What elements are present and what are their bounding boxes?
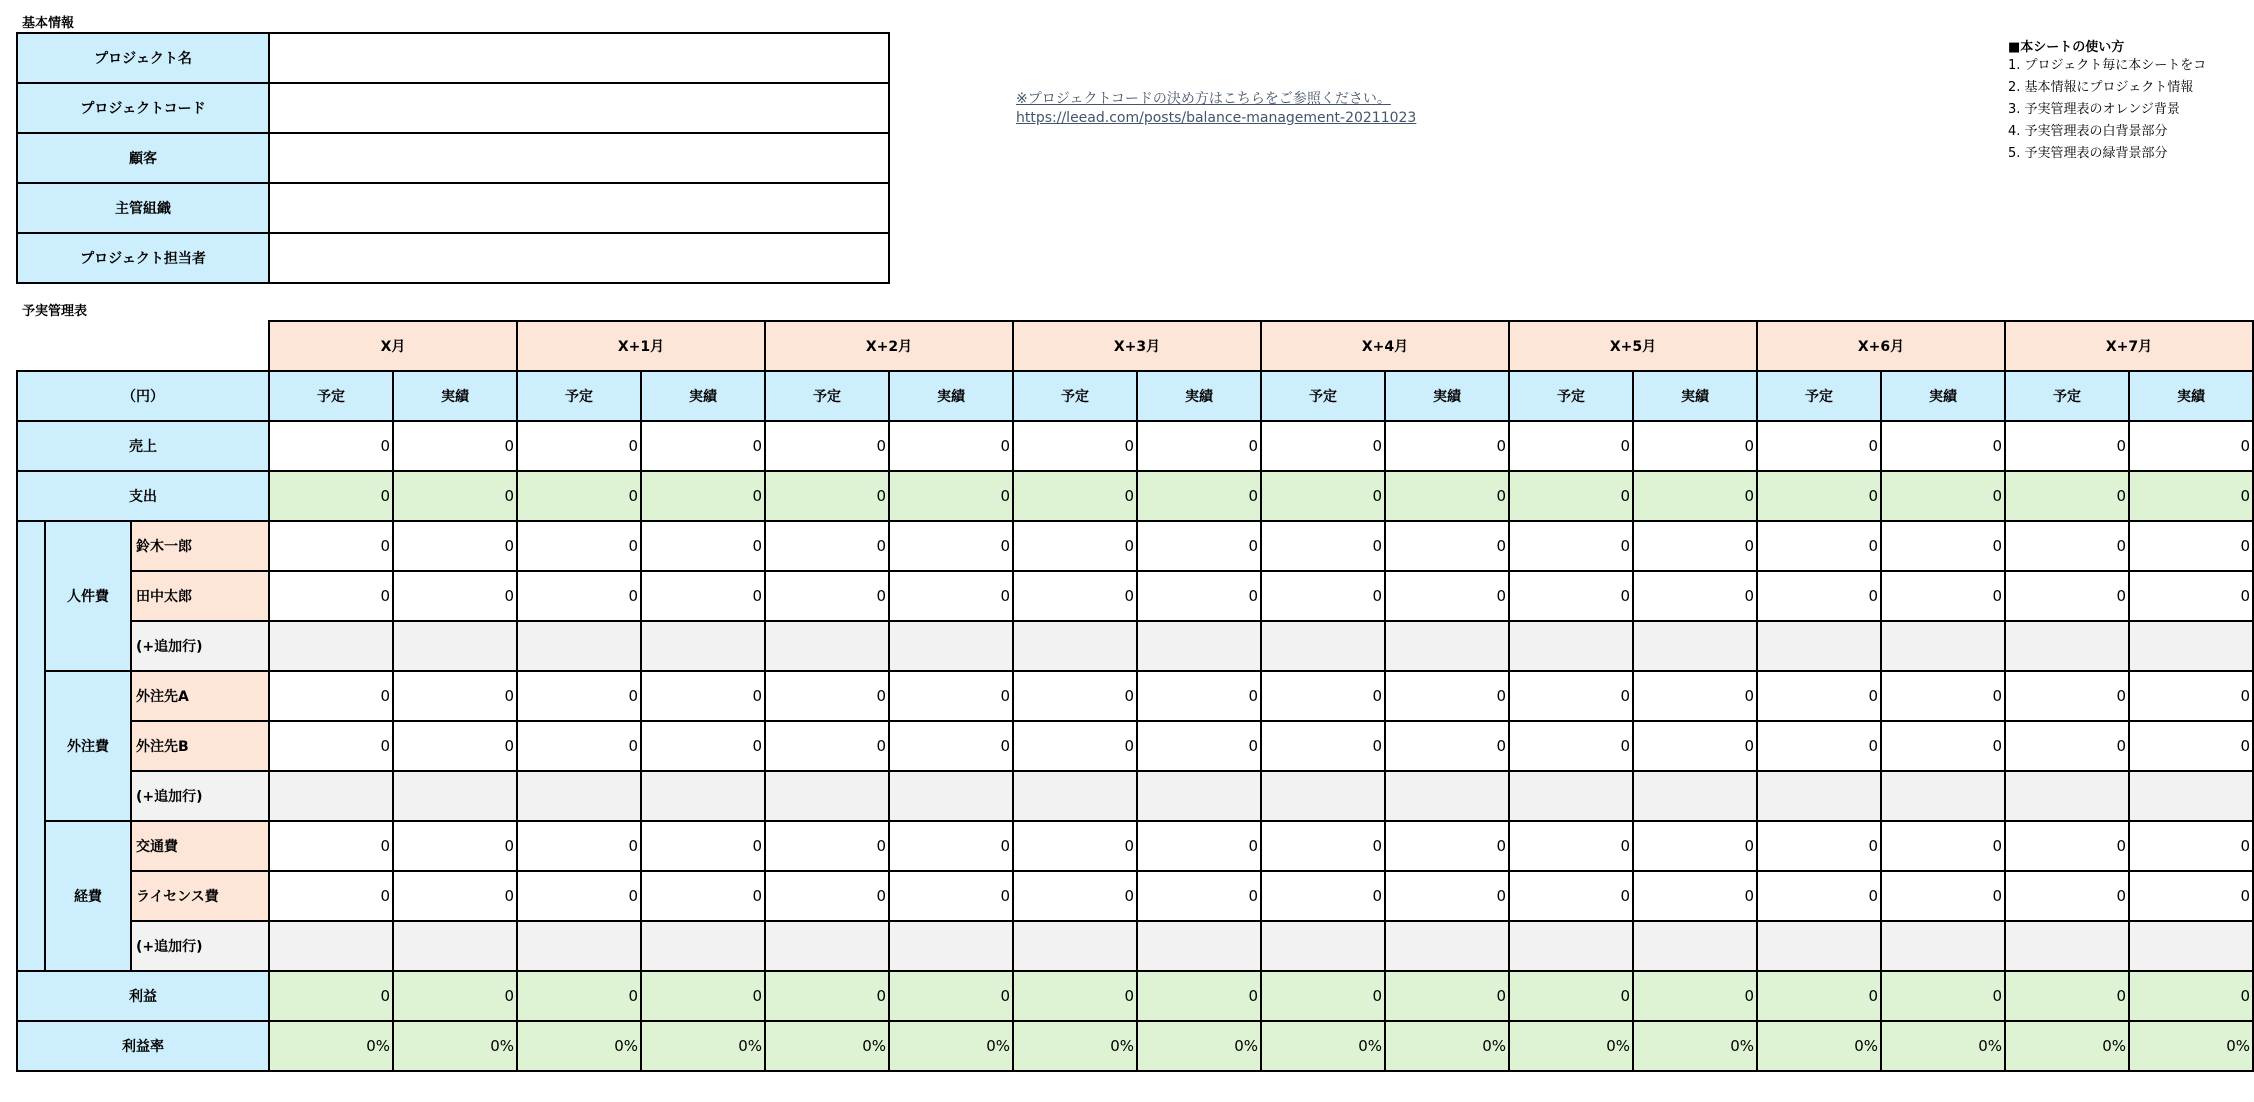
basic-info-input[interactable] [268, 232, 890, 284]
actual-header: 実績 [1136, 370, 1262, 422]
add-row-cell[interactable] [1260, 620, 1386, 672]
add-row-cell[interactable] [392, 620, 518, 672]
actual-header: 実績 [640, 370, 766, 422]
sales-plan-cell[interactable]: 0 [1012, 420, 1138, 472]
expense-item-plan-cell[interactable]: 0 [1508, 670, 1634, 722]
add-row-cell[interactable] [516, 620, 642, 672]
instructions-title: ■本シートの使い方 [2008, 40, 2125, 55]
expense-actual-cell: 0 [392, 470, 518, 522]
expense-item-label[interactable]: 外注先B [130, 720, 270, 772]
month-header: X+5月 [1508, 320, 1758, 372]
sales-actual-cell[interactable]: 0 [2128, 420, 2254, 472]
expense-actual-cell: 0 [1632, 470, 1758, 522]
expense-item-actual-cell[interactable]: 0 [1136, 670, 1262, 722]
expense-item-actual-cell[interactable]: 0 [1384, 870, 1510, 922]
expense-item-actual-cell[interactable]: 0 [1880, 820, 2006, 872]
add-row-cell[interactable] [640, 770, 766, 822]
instructions-list [2008, 55, 2206, 165]
add-row-cell[interactable] [764, 770, 890, 822]
add-row-cell[interactable] [1508, 770, 1634, 822]
add-row-cell[interactable] [640, 920, 766, 972]
expense-item-actual-cell[interactable]: 0 [1136, 570, 1262, 622]
expense-item-actual-cell[interactable]: 0 [1880, 720, 2006, 772]
month-header: X+2月 [764, 320, 1014, 372]
profit-rate-actual-cell: 0% [888, 1020, 1014, 1072]
add-row-cell[interactable] [268, 920, 394, 972]
expense-plan-cell: 0 [1756, 470, 1882, 522]
month-header: X+1月 [516, 320, 766, 372]
sales-actual-cell[interactable]: 0 [392, 420, 518, 472]
basic-info-label: 主管組織 [16, 182, 270, 234]
expense-item-actual-cell[interactable]: 0 [640, 720, 766, 772]
sales-plan-cell[interactable]: 0 [1508, 420, 1634, 472]
expense-item-label[interactable]: 外注先A [130, 670, 270, 722]
expense-item-actual-cell[interactable]: 0 [1136, 520, 1262, 572]
plan-header: 予定 [268, 370, 394, 422]
add-row-cell[interactable] [392, 920, 518, 972]
month-header: X+3月 [1012, 320, 1262, 372]
add-row-cell[interactable] [2128, 920, 2254, 972]
plan-header: 予定 [2004, 370, 2130, 422]
project-code-url-link[interactable]: https://leead.com/posts/balance-management-20211023 [1016, 110, 1417, 126]
profit-rate-plan-cell: 0% [1756, 1020, 1882, 1072]
month-header: X+6月 [1756, 320, 2006, 372]
profit-actual-cell: 0 [1384, 970, 1510, 1022]
expense-item-plan-cell[interactable]: 0 [516, 520, 642, 572]
expense-item-actual-cell[interactable]: 0 [1136, 720, 1262, 772]
basic-info-input[interactable] [268, 82, 890, 134]
expense-item-plan-cell[interactable]: 0 [2004, 870, 2130, 922]
profit-rate-label: 利益率 [16, 1020, 270, 1072]
expense-item-plan-cell[interactable]: 0 [764, 670, 890, 722]
expense-item-actual-cell[interactable]: 0 [1136, 820, 1262, 872]
profit-rate-actual-cell: 0% [1384, 1020, 1510, 1072]
expense-item-plan-cell[interactable]: 0 [2004, 670, 2130, 722]
add-row-cell[interactable] [1632, 770, 1758, 822]
add-row-cell[interactable] [1632, 920, 1758, 972]
add-row-label[interactable]: (+追加行) [130, 920, 270, 972]
instruction-item: 2. 基本情報にプロジェクト情報 [2008, 80, 2194, 95]
expense-item-plan-cell[interactable]: 0 [1260, 670, 1386, 722]
expense-item-plan-cell[interactable]: 0 [268, 670, 394, 722]
add-row-cell[interactable] [1508, 620, 1634, 672]
expense-item-plan-cell[interactable]: 0 [764, 720, 890, 772]
expense-item-actual-cell[interactable]: 0 [888, 870, 1014, 922]
project-code-note-link[interactable]: ※プロジェクトコードの決め方はこちらをご参照ください。 [1016, 91, 1391, 107]
add-row-cell[interactable] [1756, 620, 1882, 672]
add-row-cell[interactable] [1880, 770, 2006, 822]
basic-info-title: 基本情報 [22, 16, 75, 31]
expense-item-actual-cell[interactable]: 0 [1384, 820, 1510, 872]
expense-item-actual-cell[interactable]: 0 [1136, 870, 1262, 922]
expense-item-plan-cell[interactable]: 0 [1012, 720, 1138, 772]
expense-item-plan-cell[interactable]: 0 [1260, 520, 1386, 572]
expense-item-plan-cell[interactable]: 0 [1012, 520, 1138, 572]
add-row-cell[interactable] [1508, 920, 1634, 972]
expense-item-label[interactable]: 交通費 [130, 820, 270, 872]
plan-header: 予定 [1260, 370, 1386, 422]
expense-item-plan-cell[interactable]: 0 [1756, 720, 1882, 772]
add-row-cell[interactable] [392, 770, 518, 822]
expense-item-plan-cell[interactable]: 0 [268, 820, 394, 872]
add-row-cell[interactable] [888, 770, 1014, 822]
actual-header: 実績 [392, 370, 518, 422]
profit-rate-actual-cell: 0% [640, 1020, 766, 1072]
expense-item-plan-cell[interactable]: 0 [764, 820, 890, 872]
expense-group-label: 外注費 [44, 670, 132, 822]
add-row-label[interactable]: (+追加行) [130, 770, 270, 822]
sales-plan-cell[interactable]: 0 [1756, 420, 1882, 472]
expense-item-actual-cell[interactable]: 0 [2128, 670, 2254, 722]
add-row-label[interactable]: (+追加行) [130, 620, 270, 672]
basic-info-label: 顧客 [16, 132, 270, 184]
profit-rate-actual-cell: 0% [392, 1020, 518, 1072]
expense-item-plan-cell[interactable]: 0 [1260, 870, 1386, 922]
expense-group-label: 経費 [44, 820, 132, 972]
profit-rate-plan-cell: 0% [1012, 1020, 1138, 1072]
add-row-cell[interactable] [888, 920, 1014, 972]
basic-info-label: プロジェクト名 [16, 32, 270, 84]
expense-item-plan-cell[interactable]: 0 [268, 870, 394, 922]
expense-item-plan-cell[interactable]: 0 [268, 520, 394, 572]
expense-plan-cell: 0 [1260, 470, 1386, 522]
profit-plan-cell: 0 [2004, 970, 2130, 1022]
expense-plan-cell: 0 [764, 470, 890, 522]
expense-item-actual-cell[interactable]: 0 [1880, 570, 2006, 622]
expense-item-actual-cell[interactable]: 0 [640, 870, 766, 922]
expense-item-actual-cell[interactable]: 0 [640, 820, 766, 872]
add-row-cell[interactable] [1012, 620, 1138, 672]
profit-actual-cell: 0 [1880, 970, 2006, 1022]
expense-actual-cell: 0 [1136, 470, 1262, 522]
add-row-cell[interactable] [764, 920, 890, 972]
profit-plan-cell: 0 [516, 970, 642, 1022]
add-row-cell[interactable] [1384, 920, 1510, 972]
add-row-cell[interactable] [1384, 770, 1510, 822]
add-row-cell[interactable] [1880, 920, 2006, 972]
expense-item-actual-cell[interactable]: 0 [2128, 520, 2254, 572]
expense-item-plan-cell[interactable]: 0 [1756, 670, 1882, 722]
expense-item-plan-cell[interactable]: 0 [516, 870, 642, 922]
instruction-item: 4. 予実管理表の白背景部分 [2008, 124, 2168, 139]
expense-item-actual-cell[interactable]: 0 [1632, 720, 1758, 772]
expense-item-label[interactable]: 田中太郎 [130, 570, 270, 622]
expense-item-plan-cell[interactable]: 0 [268, 570, 394, 622]
expense-item-plan-cell[interactable]: 0 [764, 520, 890, 572]
expense-item-actual-cell[interactable]: 0 [1384, 520, 1510, 572]
add-row-cell[interactable] [1880, 620, 2006, 672]
sales-plan-cell[interactable]: 0 [2004, 420, 2130, 472]
expense-item-actual-cell[interactable]: 0 [392, 570, 518, 622]
expense-label: 支出 [16, 470, 270, 522]
add-row-cell[interactable] [2004, 920, 2130, 972]
sales-plan-cell[interactable]: 0 [268, 420, 394, 472]
expense-item-actual-cell[interactable]: 0 [1384, 720, 1510, 772]
basic-info-input[interactable] [268, 132, 890, 184]
add-row-cell[interactable] [1260, 920, 1386, 972]
expense-item-actual-cell[interactable]: 0 [640, 570, 766, 622]
expense-item-actual-cell[interactable]: 0 [392, 870, 518, 922]
expense-plan-cell: 0 [1012, 470, 1138, 522]
expense-group-indent [16, 520, 46, 972]
expense-actual-cell: 0 [888, 470, 1014, 522]
profit-rate-plan-cell: 0% [516, 1020, 642, 1072]
expense-item-plan-cell[interactable]: 0 [1260, 570, 1386, 622]
profit-rate-plan-cell: 0% [1260, 1020, 1386, 1072]
add-row-cell[interactable] [2128, 770, 2254, 822]
expense-item-actual-cell[interactable]: 0 [392, 720, 518, 772]
expense-item-actual-cell[interactable]: 0 [1880, 870, 2006, 922]
expense-item-plan-cell[interactable]: 0 [1756, 820, 1882, 872]
instruction-item: 5. 予実管理表の緑背景部分 [2008, 146, 2168, 161]
profit-rate-plan-cell: 0% [764, 1020, 890, 1072]
expense-actual-cell: 0 [640, 470, 766, 522]
expense-item-actual-cell[interactable]: 0 [392, 520, 518, 572]
add-row-cell[interactable] [516, 770, 642, 822]
sales-actual-cell[interactable]: 0 [1880, 420, 2006, 472]
add-row-cell[interactable] [516, 920, 642, 972]
expense-item-plan-cell[interactable]: 0 [516, 820, 642, 872]
expense-item-actual-cell[interactable]: 0 [392, 670, 518, 722]
profit-rate-plan-cell: 0% [2004, 1020, 2130, 1072]
plan-header: 予定 [1756, 370, 1882, 422]
month-header: X+4月 [1260, 320, 1510, 372]
profit-rate-plan-cell: 0% [268, 1020, 394, 1072]
sales-actual-cell[interactable]: 0 [640, 420, 766, 472]
add-row-cell[interactable] [640, 620, 766, 672]
budget-table-title: 予実管理表 [22, 304, 88, 319]
add-row-cell[interactable] [1012, 920, 1138, 972]
add-row-cell[interactable] [764, 620, 890, 672]
expense-actual-cell: 0 [1880, 470, 2006, 522]
expense-item-actual-cell[interactable]: 0 [888, 520, 1014, 572]
expense-item-plan-cell[interactable]: 0 [2004, 720, 2130, 772]
profit-plan-cell: 0 [1756, 970, 1882, 1022]
expense-item-actual-cell[interactable]: 0 [2128, 720, 2254, 772]
add-row-cell[interactable] [1756, 920, 1882, 972]
add-row-cell[interactable] [2004, 620, 2130, 672]
sales-actual-cell[interactable]: 0 [1136, 420, 1262, 472]
plan-header: 予定 [1012, 370, 1138, 422]
expense-item-actual-cell[interactable]: 0 [1880, 520, 2006, 572]
expense-item-actual-cell[interactable]: 0 [640, 670, 766, 722]
expense-item-plan-cell[interactable]: 0 [1756, 570, 1882, 622]
expense-item-actual-cell[interactable]: 0 [1632, 520, 1758, 572]
expense-item-label[interactable]: 鈴木一郎 [130, 520, 270, 572]
add-row-cell[interactable] [1384, 620, 1510, 672]
profit-plan-cell: 0 [268, 970, 394, 1022]
expense-item-actual-cell[interactable]: 0 [2128, 570, 2254, 622]
unit-label: （円） [16, 370, 270, 422]
expense-item-plan-cell[interactable]: 0 [1012, 820, 1138, 872]
profit-label: 利益 [16, 970, 270, 1022]
expense-item-plan-cell[interactable]: 0 [764, 870, 890, 922]
add-row-cell[interactable] [1136, 770, 1262, 822]
expense-group-label: 人件費 [44, 520, 132, 672]
expense-item-plan-cell[interactable]: 0 [1508, 520, 1634, 572]
profit-plan-cell: 0 [1508, 970, 1634, 1022]
actual-header: 実績 [888, 370, 1014, 422]
expense-actual-cell: 0 [1384, 470, 1510, 522]
expense-item-plan-cell[interactable]: 0 [2004, 520, 2130, 572]
expense-item-actual-cell[interactable]: 0 [640, 520, 766, 572]
sales-actual-cell[interactable]: 0 [888, 420, 1014, 472]
add-row-cell[interactable] [1136, 620, 1262, 672]
expense-plan-cell: 0 [516, 470, 642, 522]
profit-rate-actual-cell: 0% [2128, 1020, 2254, 1072]
sales-actual-cell[interactable]: 0 [1632, 420, 1758, 472]
expense-item-actual-cell[interactable]: 0 [888, 570, 1014, 622]
profit-rate-plan-cell: 0% [1508, 1020, 1634, 1072]
profit-actual-cell: 0 [888, 970, 1014, 1022]
actual-header: 実績 [2128, 370, 2254, 422]
add-row-cell[interactable] [268, 770, 394, 822]
expense-item-plan-cell[interactable]: 0 [2004, 570, 2130, 622]
sales-plan-cell[interactable]: 0 [516, 420, 642, 472]
expense-item-actual-cell[interactable]: 0 [2128, 820, 2254, 872]
expense-item-plan-cell[interactable]: 0 [516, 670, 642, 722]
expense-item-actual-cell[interactable]: 0 [1632, 820, 1758, 872]
expense-item-label[interactable]: ライセンス費 [130, 870, 270, 922]
expense-item-actual-cell[interactable]: 0 [888, 820, 1014, 872]
expense-item-plan-cell[interactable]: 0 [1012, 870, 1138, 922]
expense-item-plan-cell[interactable]: 0 [1260, 820, 1386, 872]
add-row-cell[interactable] [1632, 620, 1758, 672]
expense-item-plan-cell[interactable]: 0 [1260, 720, 1386, 772]
add-row-cell[interactable] [268, 620, 394, 672]
expense-item-actual-cell[interactable]: 0 [888, 670, 1014, 722]
expense-actual-cell: 0 [2128, 470, 2254, 522]
expense-item-plan-cell[interactable]: 0 [1756, 520, 1882, 572]
basic-info-label: プロジェクト担当者 [16, 232, 270, 284]
expense-item-plan-cell[interactable]: 0 [1756, 870, 1882, 922]
add-row-cell[interactable] [2128, 620, 2254, 672]
expense-item-actual-cell[interactable]: 0 [1384, 670, 1510, 722]
month-header: X月 [268, 320, 518, 372]
expense-item-plan-cell[interactable]: 0 [764, 570, 890, 622]
expense-plan-cell: 0 [1508, 470, 1634, 522]
profit-actual-cell: 0 [1632, 970, 1758, 1022]
profit-plan-cell: 0 [764, 970, 890, 1022]
add-row-cell[interactable] [1012, 770, 1138, 822]
plan-header: 予定 [516, 370, 642, 422]
expense-item-plan-cell[interactable]: 0 [1012, 670, 1138, 722]
add-row-cell[interactable] [1756, 770, 1882, 822]
profit-rate-actual-cell: 0% [1880, 1020, 2006, 1072]
expense-item-plan-cell[interactable]: 0 [516, 570, 642, 622]
expense-item-actual-cell[interactable]: 0 [1880, 670, 2006, 722]
expense-item-plan-cell[interactable]: 0 [1508, 870, 1634, 922]
profit-plan-cell: 0 [1012, 970, 1138, 1022]
profit-actual-cell: 0 [1136, 970, 1262, 1022]
profit-actual-cell: 0 [640, 970, 766, 1022]
expense-item-actual-cell[interactable]: 0 [2128, 870, 2254, 922]
profit-actual-cell: 0 [2128, 970, 2254, 1022]
expense-item-actual-cell[interactable]: 0 [392, 820, 518, 872]
basic-info-input[interactable] [268, 32, 890, 84]
sales-label: 売上 [16, 420, 270, 472]
profit-actual-cell: 0 [392, 970, 518, 1022]
expense-item-plan-cell[interactable]: 0 [516, 720, 642, 772]
expense-item-actual-cell[interactable]: 0 [1632, 570, 1758, 622]
basic-info-label: プロジェクトコード [16, 82, 270, 134]
month-header: X+7月 [2004, 320, 2254, 372]
expense-item-plan-cell[interactable]: 0 [268, 720, 394, 772]
add-row-cell[interactable] [1260, 770, 1386, 822]
expense-item-actual-cell[interactable]: 0 [1384, 570, 1510, 622]
add-row-cell[interactable] [2004, 770, 2130, 822]
basic-info-input[interactable] [268, 182, 890, 234]
plan-header: 予定 [1508, 370, 1634, 422]
sales-plan-cell[interactable]: 0 [764, 420, 890, 472]
instruction-item: 3. 予実管理表のオレンジ背景 [2008, 102, 2180, 117]
actual-header: 実績 [1880, 370, 2006, 422]
add-row-cell[interactable] [888, 620, 1014, 672]
actual-header: 実績 [1384, 370, 1510, 422]
expense-item-actual-cell[interactable]: 0 [888, 720, 1014, 772]
instruction-item: 1. プロジェクト毎に本シートをコ [2008, 58, 2207, 73]
expense-item-plan-cell[interactable]: 0 [1508, 570, 1634, 622]
profit-plan-cell: 0 [1260, 970, 1386, 1022]
expense-item-actual-cell[interactable]: 0 [1632, 670, 1758, 722]
add-row-cell[interactable] [1136, 920, 1262, 972]
expense-item-plan-cell[interactable]: 0 [1508, 720, 1634, 772]
expense-plan-cell: 0 [2004, 470, 2130, 522]
expense-item-plan-cell[interactable]: 0 [1508, 820, 1634, 872]
expense-item-actual-cell[interactable]: 0 [1632, 870, 1758, 922]
actual-header: 実績 [1632, 370, 1758, 422]
profit-rate-actual-cell: 0% [1632, 1020, 1758, 1072]
sales-actual-cell[interactable]: 0 [1384, 420, 1510, 472]
expense-item-plan-cell[interactable]: 0 [1012, 570, 1138, 622]
expense-item-plan-cell[interactable]: 0 [2004, 820, 2130, 872]
expense-plan-cell: 0 [268, 470, 394, 522]
plan-header: 予定 [764, 370, 890, 422]
sales-plan-cell[interactable]: 0 [1260, 420, 1386, 472]
profit-rate-actual-cell: 0% [1136, 1020, 1262, 1072]
